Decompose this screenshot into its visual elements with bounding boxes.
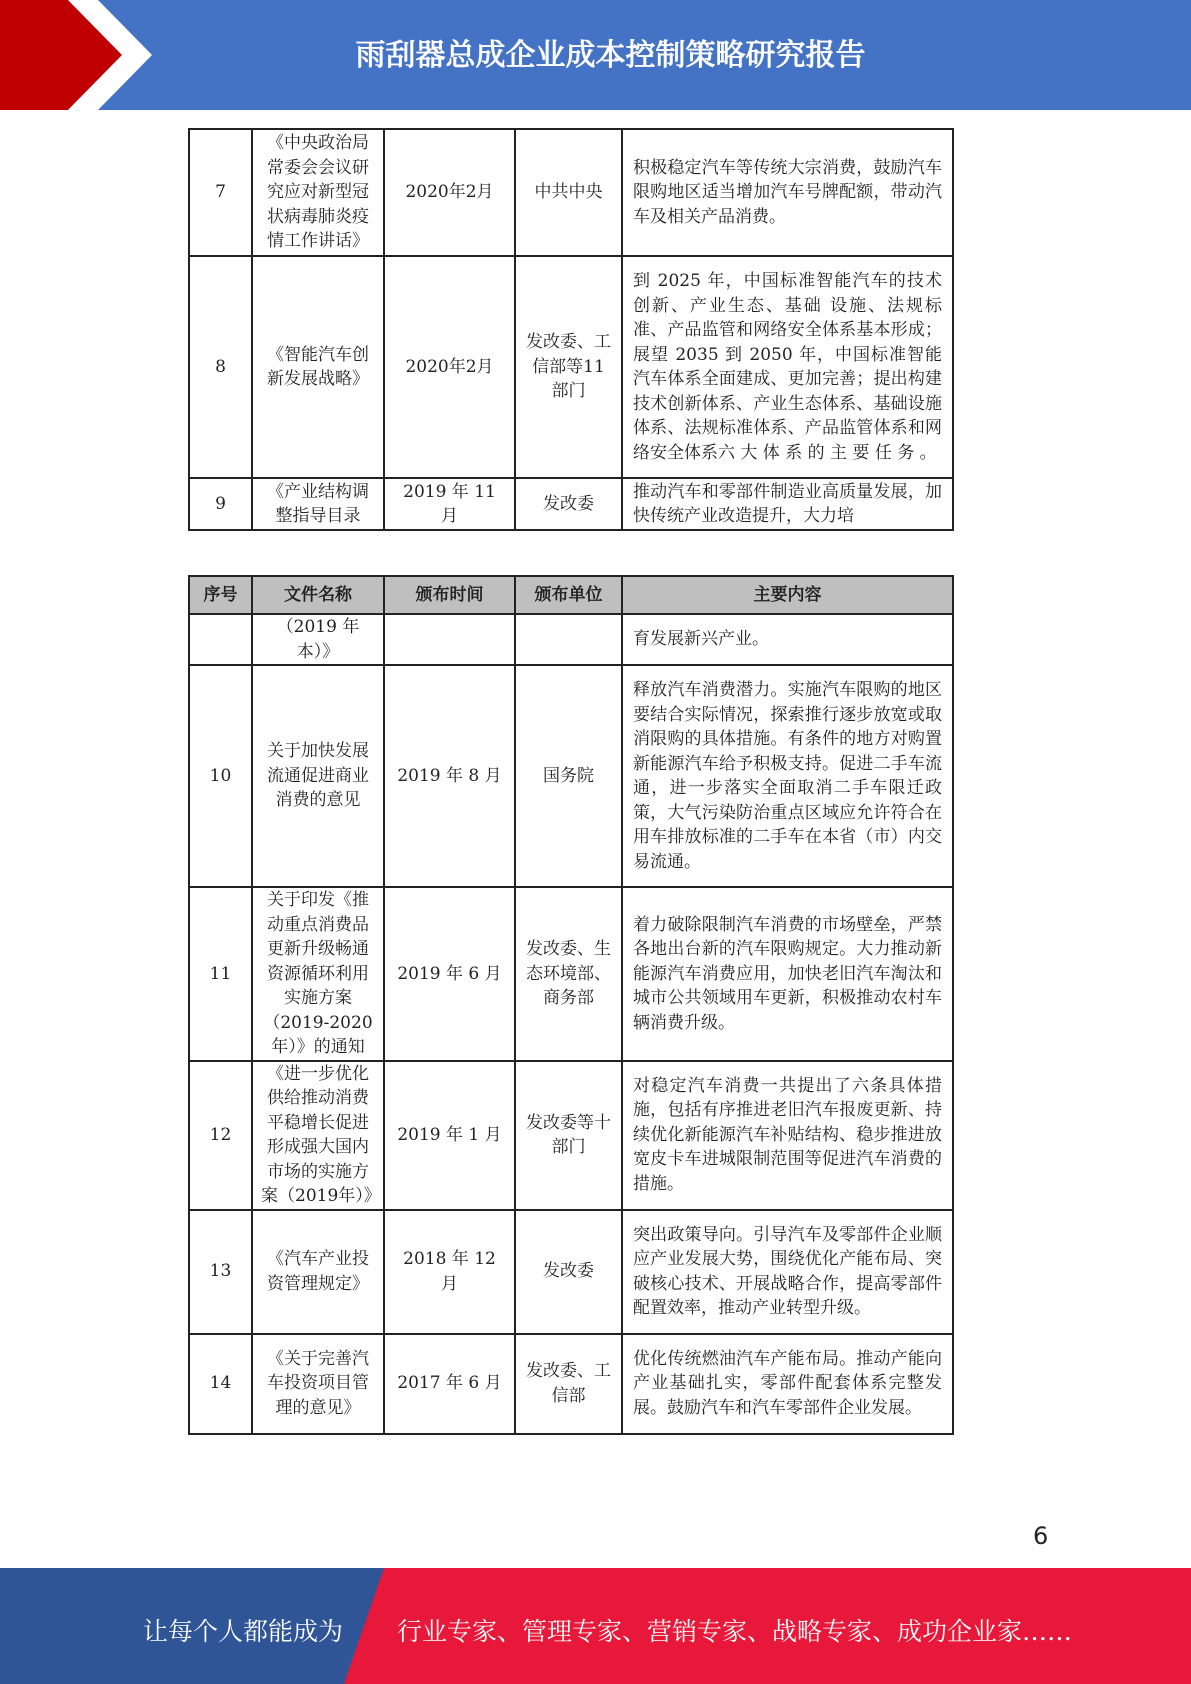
header-unit: 颁布单位 [515,576,622,614]
document-name: 《产业结构调整指导目录 [252,478,384,530]
main-content: 到 2025 年，中国标准智能汽车的技术创新、产业生态、基础 设施、法规标准、产品监管和网络安全体系基本形成；展望 2035 到 2050 年，中国标准智能汽车体系全面建成、更加完善；提出构建技术创新体系、产业生态体系、基础设施体系、法规标准体系、产品监管体系和网络安全体系六 大 体 系 的 主 要 任 务 。 [622,256,953,478]
document-name: 《智能汽车创新发展战略》 [252,256,384,478]
main-content: 着力破除限制汽车消费的市场壁垒，严禁各地出台新的汽车限购规定。大力推动新能源汽车消费应用，加快老旧汽车淘汰和城市公共领域用车更新，积极推动农村车辆消费升级。 [622,887,953,1061]
main-content: 突出政策导向。引导汽车及零部件企业顺应产业发展大势，围绕优化产能布局、突破核心技术、开展战略合作，提高零部件配置效率，推动产业转型升级。 [622,1210,953,1334]
table-row [189,478,953,530]
main-content: 对稳定汽车消费一共提出了六条具体措施，包括有序推进老旧汽车报废更新、持续优化新能源汽车补贴结构、稳步推进放宽皮卡车进城限制范围等促进汽车消费的措施。 [622,1061,953,1210]
footer-slogan-left: 让每个人都能成为 [143,1617,344,1646]
document-name: （2019 年本）》 [252,614,384,665]
table-row [189,129,953,256]
table-row [189,1061,953,1210]
main-content: 优化传统燃油汽车产能布局。推动产能向产业基础扎实，零部件配套体系完整发展。鼓励汽车和汽车零部件企业发展。 [622,1334,953,1434]
document-name: 《关于完善汽车投资项目管理的意见》 [252,1334,384,1434]
main-content: 释放汽车消费潜力。实施汽车限购的地区要结合实际情况，探索推行逐步放宽或取消限购的具体措施。有条件的地方对购置新能源汽车给予积极支持。促进二手车流通，进一步落实全面取消二手车限迁政策，大气污染防治重点区域应允许符合在用车排放标准的二手车在本省（市）内交易流通。 [622,665,953,887]
issue-date: 2019 年 8 月 [384,665,515,887]
document-name: 关于印发《推动重点消费品更新升级畅通资源循环利用实施方案（2019-2020年）》的通知 [252,887,384,1061]
row-number: 8 [189,256,252,478]
issue-date: 2018 年 12 月 [384,1210,515,1334]
issue-date [384,614,515,665]
report-title: 雨刮器总成企业成本控制策略研究报告 [355,38,866,73]
header-content: 主要内容 [622,576,953,614]
issue-date: 2019 年 1 月 [384,1061,515,1210]
row-number [189,614,252,665]
issue-date: 2017 年 6 月 [384,1334,515,1434]
page-footer [0,1568,1191,1684]
table-row [189,256,953,478]
issuing-unit: 发改委、工信部等11部门 [515,256,622,478]
policy-table [188,575,954,1435]
row-number: 12 [189,1061,252,1210]
issuing-unit: 国务院 [515,665,622,887]
issue-date: 2020年2月 [384,256,515,478]
issuing-unit: 发改委、工信部 [515,1334,622,1434]
issue-date: 2019 年 6 月 [384,887,515,1061]
table-row [189,1334,953,1434]
row-number: 11 [189,887,252,1061]
document-name: 《进一步优化供给推动消费平稳增长促进形成强大国内市场的实施方案（2019年）》 [252,1061,384,1210]
header-date: 颁布时间 [384,576,515,614]
document-name: 关于加快发展流通促进商业消费的意见 [252,665,384,887]
table-header-row [189,576,953,614]
page-number: 6 [1033,1522,1049,1550]
row-number: 14 [189,1334,252,1434]
issuing-unit [515,614,622,665]
issuing-unit: 发改委、生态环境部、商务部 [515,887,622,1061]
main-content: 积极稳定汽车等传统大宗消费，鼓励汽车限购地区适当增加汽车号牌配额，带动汽车及相关产品消费。 [622,129,953,256]
main-content: 育发展新兴产业。 [622,614,953,665]
document-name: 《中央政治局常委会会议研究应对新型冠状病毒肺炎疫情工作讲话》 [252,129,384,256]
table-row [189,1210,953,1334]
issue-date: 2020年2月 [384,129,515,256]
issuing-unit: 发改委 [515,478,622,530]
main-content: 推动汽车和零部件制造业高质量发展，加快传统产业改造提升，大力培 [622,478,953,530]
row-number: 13 [189,1210,252,1334]
issue-date: 2019 年 11 月 [384,478,515,530]
table-row [189,665,953,887]
table-row [189,887,953,1061]
issuing-unit: 发改委 [515,1210,622,1334]
table-row [189,614,953,665]
issuing-unit: 发改委等十部门 [515,1061,622,1210]
issuing-unit: 中共中央 [515,129,622,256]
row-number: 7 [189,129,252,256]
page-header [0,0,1191,110]
policy-table-continued [188,128,954,531]
header-name: 文件名称 [252,576,384,614]
footer-slogan-right: 行业专家、管理专家、营销专家、战略专家、成功企业家…… [397,1617,1073,1646]
row-number: 9 [189,478,252,530]
header-no: 序号 [189,576,252,614]
document-name: 《汽车产业投资管理规定》 [252,1210,384,1334]
row-number: 10 [189,665,252,887]
